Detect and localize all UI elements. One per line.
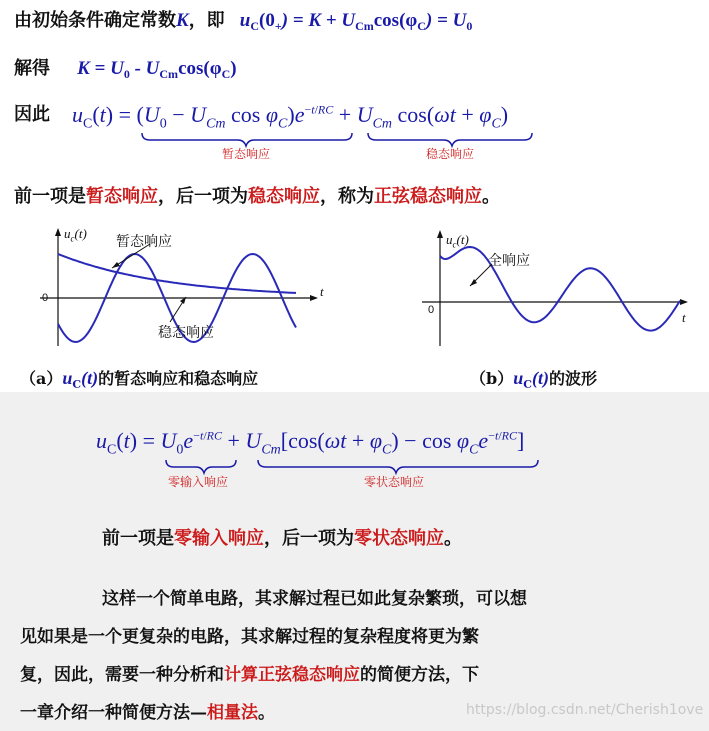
s1-part4: 。 — [482, 186, 500, 207]
brace-zero-state — [258, 460, 538, 473]
watermark: https://blog.csdn.net/Cherish1ove — [466, 702, 704, 718]
caption-zero-input: 零输入响应 — [168, 475, 229, 489]
eq2-part2: - U — [129, 58, 160, 79]
plot-b-y-label-arg: (t) — [456, 232, 469, 247]
line1-suffix: ，即 — [188, 10, 225, 31]
plot-b-y-label-sub: c — [452, 239, 457, 250]
plot-b-y-label-u: u — [446, 232, 453, 247]
eq2-sub1: 0 — [123, 67, 130, 82]
fig-b-u: u — [513, 368, 524, 388]
eq2-part4: ) — [230, 58, 237, 79]
plot-a-x-label: t — [320, 284, 324, 299]
eq1-sub: C — [250, 19, 260, 34]
plot-b-x-label: t — [682, 310, 686, 325]
plot-a-transient-label: 暂态响应 — [116, 234, 172, 250]
sentence-zero-input-state — [102, 524, 462, 550]
zero-input-state-equation: $u_C(t) = U_0e^{-t/RC} + U_{Cm}[\cos(\omega t + \varphi_C) - \cos \varphi_Ce^{-t/RC}]$ — [96, 428, 525, 458]
fig-a-prefix: （a） — [20, 369, 63, 388]
s2-part1: 前一项是 — [102, 528, 174, 549]
p4-a: 一章介绍一种简便方法— — [20, 703, 207, 723]
s1-red3: 正弦稳态响应 — [374, 186, 482, 207]
eq1-rest3: ) = U — [425, 10, 467, 31]
fig-b-arg: (t) — [531, 368, 549, 388]
therefore-label: 因此 — [14, 104, 50, 125]
eq1-sub3: C — [417, 19, 426, 34]
solve-label: 解得 — [14, 58, 50, 79]
caption-steady: 稳态响应 — [426, 147, 475, 161]
fig-a-rest: 的暂态响应和稳态响应 — [98, 369, 259, 388]
s2-red1: 零输入响应 — [174, 528, 264, 549]
s1-red2: 稳态响应 — [248, 186, 320, 207]
fig-b-prefix: （b） — [470, 369, 514, 388]
fig-a-sub: C — [72, 378, 82, 392]
plot-a-origin: 0 — [42, 292, 49, 304]
p4-b: 。 — [258, 703, 275, 723]
s2-red2: 零状态响应 — [354, 528, 444, 549]
fig-a-u: u — [62, 368, 73, 388]
eq1-u: u — [239, 10, 251, 31]
eq1-sub4: 0 — [466, 19, 473, 34]
full-response-equation: $u_C(t) = (U_0 - U_{Cm}$ $\cos \varphi_C)e^{-t/RC} + U_{Cm}$ $\cos(\omega t + \varphi_C)$ — [72, 102, 509, 132]
s1-part2: ，后一项为 — [158, 186, 248, 207]
paragraph-line-4 — [20, 698, 275, 723]
s2-part3: 。 — [444, 528, 462, 549]
eq1-rest2: cos(φ — [373, 10, 418, 31]
eq1-sub2: Cm — [355, 19, 374, 34]
p3-red: 计算正弦稳态响应 — [224, 665, 360, 685]
eq2-part3: cos(φ — [178, 58, 222, 79]
caption-transient: 暂态响应 — [222, 147, 271, 161]
eq2-sub3: C — [221, 67, 231, 82]
eq2-sub2: Cm — [159, 67, 179, 82]
p4-red: 相量法 — [207, 703, 258, 723]
brace-zero-input — [166, 460, 236, 473]
eq2-part1: K = U — [77, 58, 124, 79]
eq1-rest1: ) = K + U — [281, 10, 356, 31]
plot-a-steady-label: 稳态响应 — [158, 325, 214, 341]
s1-part3: ，称为 — [320, 186, 374, 207]
fig-b-sub: C — [523, 378, 532, 392]
plot-a-y-label-u: u — [64, 226, 71, 241]
s1-part1: 前一项是 — [14, 186, 86, 207]
p3-a: 复，因此，需要一种分析和 — [20, 665, 224, 685]
s1-red1: 暂态响应 — [86, 186, 158, 207]
eq1-arg: (0 — [259, 10, 275, 31]
fig-b-rest: 的波形 — [548, 369, 597, 388]
paragraph-line-2: 见如果是一个更复杂的电路，其求解过程的复杂程度将更为繁 — [20, 627, 479, 647]
paragraph-line-3 — [20, 660, 479, 685]
p3-b: 的简便方法，下 — [360, 665, 479, 685]
plot-b-full-label: 全响应 — [488, 253, 530, 269]
s2-part2: ，后一项为 — [264, 528, 354, 549]
line1-prefix: 由初始条件确定常数 — [14, 10, 176, 31]
plot-a-y-label-sub: c — [70, 233, 75, 244]
caption-zero-state: 零状态响应 — [364, 475, 425, 489]
line1-k: K — [176, 10, 189, 31]
plot-a-y-label-arg: (t) — [74, 226, 87, 241]
fig-a-arg: (t) — [81, 368, 99, 388]
plot-b-origin: 0 — [428, 304, 435, 316]
eq1-plus: + — [274, 19, 282, 34]
paragraph-line-1: 这样一个简单电路，其求解过程已如此复杂繁琐，可以想 — [102, 589, 527, 609]
